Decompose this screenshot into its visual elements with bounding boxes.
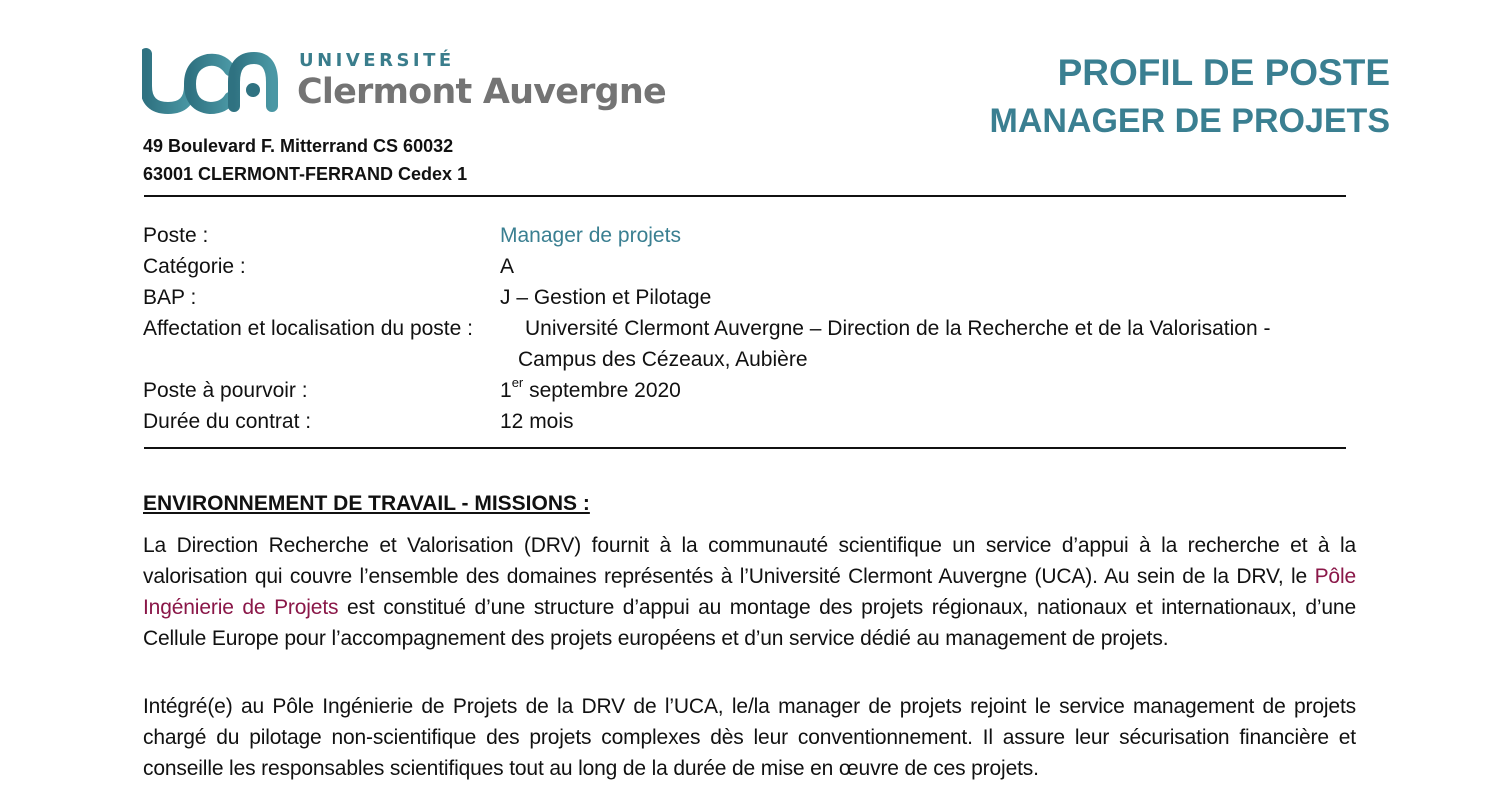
info-row-duree <box>143 406 1363 437</box>
info-row-bap <box>143 282 1363 313</box>
pourvoir-day: 1 <box>500 379 512 402</box>
categorie-value: A <box>500 255 515 278</box>
logo-text-clermont-auvergne: Clermont Auvergne <box>297 72 666 112</box>
pole-ingenierie-link[interactable]: Pôle Ingénierie de Projets <box>143 565 1356 619</box>
missions-paragraph-1 <box>143 530 1356 654</box>
address-line-2: 63001 CLERMONT-FERRAND Cedex 1 <box>143 164 468 184</box>
duree-label: Durée du contrat : <box>143 410 312 433</box>
affectation-value-line-1: Université Clermont Auvergne – Direction de la Recherche et de la Valorisation - <box>525 317 1271 340</box>
address-line-1: 49 Boulevard F. Mitterrand CS 60032 <box>143 136 454 156</box>
bottom-divider <box>144 447 1346 449</box>
info-row-categorie <box>143 251 1363 282</box>
info-row-pourvoir <box>143 375 1363 406</box>
affectation-value-line-2: Campus des Cézeaux, Aubière <box>518 348 808 371</box>
missions-paragraph-2: Intégré(e) au Pôle Ingénierie de Projets de la DRV de l’UCA, le/la manager de projets rejoint le service management de projets chargé du pilotage non-scientifique des projets complexes dès leur conventionnement. Il assure leur sécurisation financière et conseille les responsables scientifiques tout au long de la durée de mise en œuvre de ces projets. <box>143 695 1356 780</box>
p1-text-before: La Direction Recherche et Valorisation (DRV) fournit à la communauté scientifique un service d’appui à la recherche et à la valorisation qui couvre l’ensemble des domaines représentés à l’Université Clermont Auvergne (UCA). Au sein de la DRV, le <box>143 534 1356 588</box>
info-row-poste <box>143 220 1363 251</box>
title-manager-de-projets: MANAGER DE PROJETS <box>989 102 1390 140</box>
missions-heading: ENVIRONNEMENT DE TRAVAIL - MISSIONS : <box>143 492 590 515</box>
bap-label: BAP : <box>143 286 197 309</box>
affectation-label: Affectation et localisation du poste : <box>143 317 473 340</box>
logo-text-universite: UNIVERSITÉ <box>299 50 455 71</box>
info-row-affectation <box>143 313 1363 344</box>
categorie-label: Catégorie : <box>143 255 246 278</box>
pourvoir-month-year: septembre 2020 <box>523 379 681 402</box>
pourvoir-value <box>500 375 681 406</box>
address-block <box>143 132 467 188</box>
uca-logo-mark-icon <box>142 48 282 118</box>
job-info-table <box>143 220 1363 437</box>
bap-value: J – Gestion et Pilotage <box>500 286 712 309</box>
top-divider <box>144 195 1346 197</box>
poste-label: Poste : <box>143 224 209 247</box>
pourvoir-label: Poste à pourvoir : <box>143 379 308 402</box>
document-title <box>990 50 1391 146</box>
duree-value: 12 mois <box>500 410 574 433</box>
poste-value: Manager de projets <box>500 224 681 247</box>
info-row-affectation-cont <box>143 344 1363 375</box>
title-profil-de-poste: PROFIL DE POSTE <box>1057 52 1390 93</box>
p1-text-after: est constitué d’une structure d’appui au montage des projets régionaux, nationaux et internationaux, d’une Cellule Europe pour l’accompagnement des projets européens et d’un service dédié au management de projets. <box>143 596 1356 650</box>
pourvoir-superscript: er <box>511 375 524 390</box>
uca-logo <box>142 48 666 120</box>
